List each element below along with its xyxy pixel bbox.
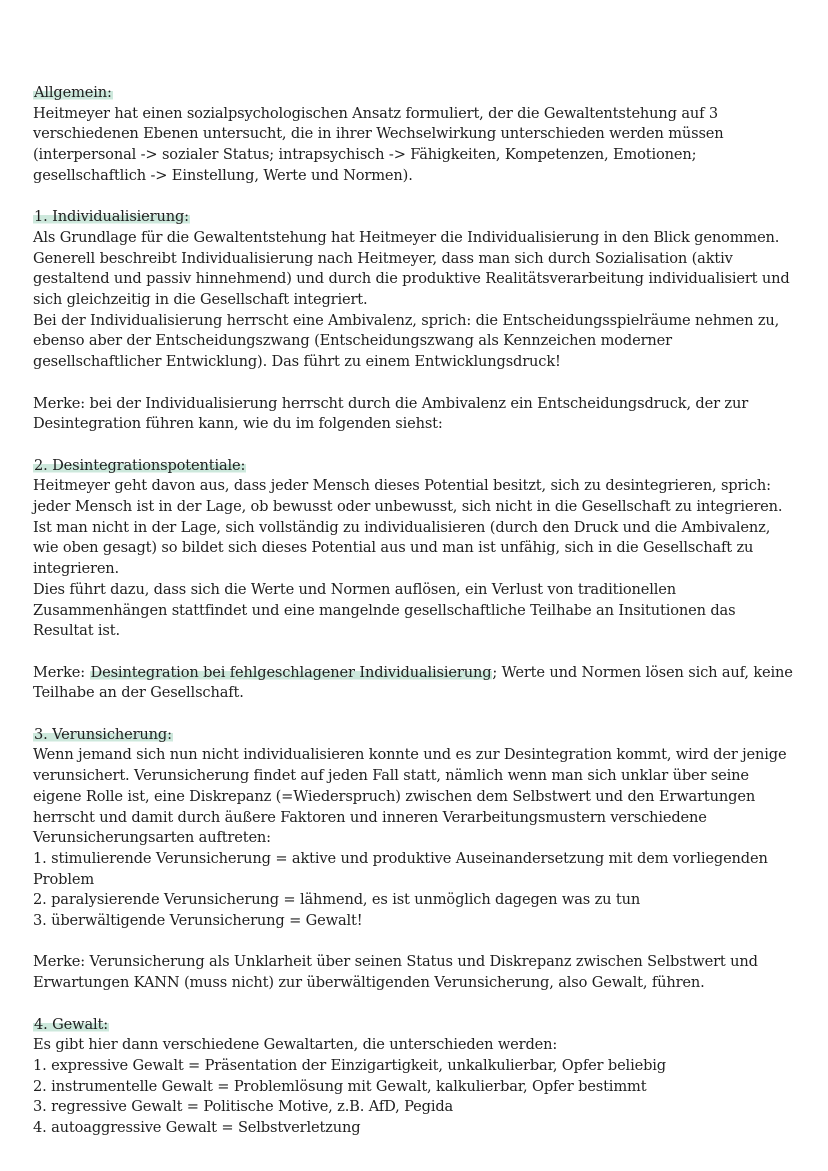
paragraph-desintegration-2: Ist man nicht in der Lage, sich vollständig zu individualisieren (durch den Druck und die Ambivalenz, wie oben gesagt) so bildet sich dieses Potential aus und man ist unfähig, sich in die Gesellschaft zu integrieren. — [33, 518, 771, 578]
paragraph-allgemein: Heitmeyer hat einen sozialpsychologischen Ansatz formuliert, der die Gewaltentstehung auf 3 verschiedenen Ebenen untersucht, die in ihrer Wechselwirkung unterschieden werden müssen (interpersonal -> sozialer Status; intrapsychisch -> Fähigkeiten, Kompetenzen, Emotionen; gesellschaftlich -> Einstellung, Werte und Normen). — [33, 104, 724, 184]
paragraph-desintegration-3: Dies führt dazu, dass sich die Werte und Normen auflösen, ein Verlust von traditionellen Zusammenhängen stattfindet und eine mangelnde gesellschaftliche Teilhabe an Insitutionen das Resultat ist. — [33, 580, 736, 640]
note-merke-2-prefix: Merke: — [33, 663, 90, 681]
section-merke-2 — [33, 663, 798, 704]
paragraph-individualisierung-1: Als Grundlage für die Gewaltentstehung hat Heitmeyer die Individualisierung in den Blick genommen. Generell beschreibt Individualisierung nach Heitmeyer, dass man sich durch Sozialisation (aktiv gestaltend und passiv hinnehmend) und durch die produktive Realitätsverarbeitung individualisiert und sich gleichzeitig in die Gesellschaft integriert. — [33, 228, 790, 309]
paragraph-gewalt: Es gibt hier dann verschiedene Gewaltarten, die unterschieden werden: — [33, 1036, 558, 1054]
heading-desintegration: 2. Desintegrationspotentiale: — [34, 456, 246, 474]
section-merke-3 — [33, 952, 798, 993]
section-allgemein — [33, 83, 798, 187]
heading-allgemein: Allgemein: — [34, 84, 112, 101]
section-individualisierung — [33, 207, 798, 373]
note-merke-2 — [33, 663, 798, 704]
note-merke-2-highlight: Desintegration bei fehlgeschlagener Individualisierung — [90, 663, 492, 681]
list-item: 1. stimulierende Verunsicherung = aktive und produktive Auseinandersetzung mit dem vorliegenden Problem — [33, 849, 768, 888]
heading-verunsicherung: 3. Verunsicherung: — [34, 725, 172, 743]
section-desintegration — [33, 456, 798, 642]
list-verunsicherungsarten — [33, 849, 798, 932]
heading-individualisierung: 1. Individualisierung: — [34, 208, 189, 226]
note-merke-2-suffix: ; Werte und Normen lösen sich auf, keine Teilhabe an der Gesellschaft. — [33, 663, 793, 702]
section-verunsicherung — [33, 725, 798, 932]
section-gewalt — [33, 1015, 798, 1139]
note-merke-3: Merke: Verunsicherung als Unklarheit über seinen Status und Diskrepanz zwischen Selbstwert und Erwartungen KANN (muss nicht) zur überwältigenden Verunsicherung, also Gewalt, führen. — [33, 953, 758, 992]
list-item: 3. regressive Gewalt = Politische Motive, z.B. AfD, Pegida — [33, 1098, 454, 1116]
list-gewaltarten — [33, 1056, 798, 1139]
paragraph-verunsicherung: Wenn jemand sich nun nicht individualisieren konnte und es zur Desintegration kommt, wird der jenige verunsichert. Verunsicherung findet auf jeden Fall statt, nämlich wenn man sich unklar über seine eigene Rolle ist, eine Diskrepanz (=Wiederspruch) zwischen dem Selbstwert und den Erwartungen herrscht und damit durch äußere Faktoren und inneren Verarbeitungsmustern verschiedene Verunsicherungsarten auftreten: — [33, 746, 787, 847]
list-item: 4. autoaggressive Gewalt = Selbstverletzung — [33, 1119, 361, 1137]
document-page — [33, 83, 798, 1159]
list-item: 3. überwältigende Verunsicherung = Gewalt! — [33, 912, 363, 930]
section-merke-1 — [33, 394, 798, 435]
paragraph-desintegration-1: Heitmeyer geht davon aus, dass jeder Mensch dieses Potential besitzt, sich zu desintegrieren, sprich: jeder Mensch ist in der Lage, ob bewusst oder unbewusst, sich nicht in die Gesellschaft zu integrieren. — [33, 477, 783, 516]
list-item: 2. instrumentelle Gewalt = Problemlösung mit Gewalt, kalkulierbar, Opfer bestimmt — [33, 1077, 647, 1095]
list-item: 1. expressive Gewalt = Präsentation der Einzigartigkeit, unkalkulierbar, Opfer beliebig — [33, 1056, 666, 1074]
paragraph-individualisierung-2: Bei der Individualisierung herrscht eine Ambivalenz, sprich: die Entscheidungsspielräume nehmen zu, ebenso aber der Entscheidungszwang (Entscheidungszwang als Kennzeichen moderner gesellschaftlicher Entwicklung). Das führt zu einem Entwicklungsdruck! — [33, 311, 780, 371]
heading-gewalt: 4. Gewalt: — [34, 1015, 108, 1033]
list-item: 2. paralysierende Verunsicherung = lähmend, es ist unmöglich dagegen was zu tun — [33, 891, 641, 909]
note-merke-1: Merke: bei der Individualisierung herrscht durch die Ambivalenz ein Entscheidungsdruck, der zur Desintegration führen kann, wie du im folgenden siehst: — [33, 394, 749, 433]
